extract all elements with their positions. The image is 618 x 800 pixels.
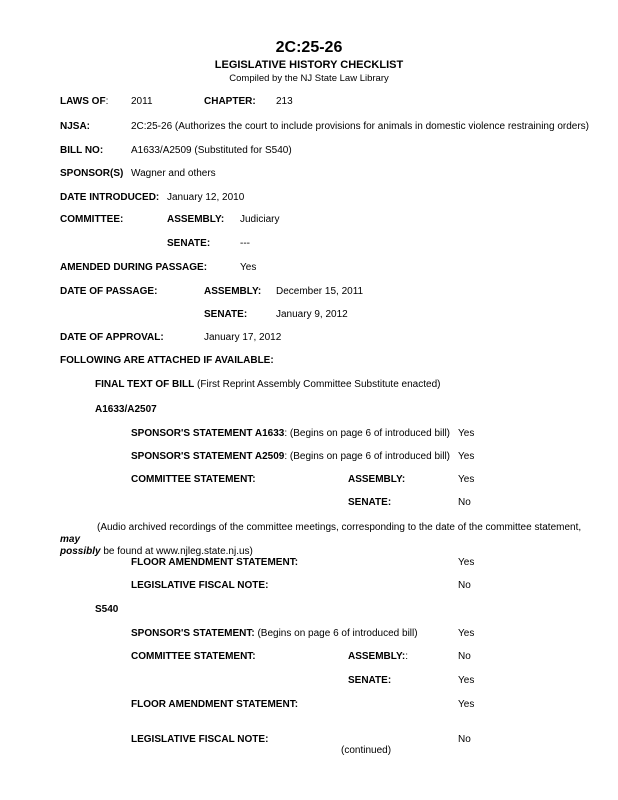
continued-note: (continued) [341, 745, 392, 756]
a-floor-amendment-label: FLOOR AMENDMENT STATEMENT: [131, 557, 299, 568]
date-introduced-value: January 12, 2010 [167, 192, 245, 203]
approval-label: DATE OF APPROVAL: [60, 332, 164, 343]
attached-heading: FOLLOWING ARE ATTACHED IF AVAILABLE: [60, 355, 274, 366]
s-committee-senate-label: SENATE: [348, 675, 392, 686]
a-fiscal-note-value: No [458, 580, 471, 591]
a-committee-assembly-label: ASSEMBLY: [348, 474, 406, 485]
final-text-label: FINAL TEXT OF BILL [95, 379, 195, 390]
s-fiscal-note-label: LEGISLATIVE FISCAL NOTE: [131, 734, 269, 745]
sponsors-value: Wagner and others [131, 168, 216, 179]
a-sponsor-statement-2: SPONSOR'S STATEMENT A2509: (Begins on page 6 of introduced bill) [131, 451, 451, 462]
passage-assembly-label: ASSEMBLY: [204, 286, 262, 297]
date-introduced-label: DATE INTRODUCED: [60, 192, 160, 203]
s-section-heading: S540 [95, 604, 119, 615]
a-committee-senate-label: SENATE: [348, 497, 392, 508]
page-subtitle: LEGISLATIVE HISTORY CHECKLIST [214, 59, 404, 71]
a-committee-assembly-value: Yes [458, 474, 475, 485]
njsa-label: NJSA: [60, 121, 91, 132]
final-text-value: (First Reprint Assembly Committee Substitute enacted) [194, 379, 441, 390]
s-sponsor-statement-value: Yes [458, 628, 475, 639]
s-committee-assembly-value: No [458, 651, 471, 662]
a-floor-amendment-value: Yes [458, 557, 475, 568]
s-floor-amendment-value: Yes [458, 699, 475, 710]
a-fiscal-note-label: LEGISLATIVE FISCAL NOTE: [131, 580, 269, 591]
committee-assembly-label: ASSEMBLY: [167, 214, 225, 225]
a-committee-statement-label: COMMITTEE STATEMENT: [131, 474, 256, 485]
page-title: 2C:25-26 [275, 39, 343, 56]
s-fiscal-note-value: No [458, 734, 471, 745]
audio-archive-note: (Audio archived recordings of the committee meetings, corresponding to the date of the committee statement, may possibly be found at www.njleg.state.nj.us) [60, 522, 582, 557]
a-sponsor-statement-1-value: Yes [458, 428, 475, 439]
committee-senate-value: --- [240, 238, 250, 249]
s-committee-senate-value: Yes [458, 675, 475, 686]
passage-assembly-value: December 15, 2011 [276, 286, 364, 297]
a-committee-senate-value: No [458, 497, 471, 508]
final-text-line [95, 379, 440, 391]
committee-assembly-value: Judiciary [240, 214, 280, 225]
bill-no-label: BILL NO: [60, 145, 104, 156]
chapter-label: CHAPTER: [204, 96, 256, 107]
passage-senate-value: January 9, 2012 [276, 309, 348, 320]
sponsors-label: SPONSOR(S) [60, 168, 124, 179]
compiled-by: Compiled by the NJ State Law Library [229, 73, 389, 84]
njsa-value: 2C:25-26 (Authorizes the court to include provisions for animals in domestic violence restraining orders) [131, 121, 589, 132]
laws-of-value: 2011 [131, 96, 153, 107]
s-committee-statement-label: COMMITTEE STATEMENT: [131, 651, 256, 662]
a-section-heading: A1633/A2507 [95, 404, 157, 415]
a-sponsor-statement-1: SPONSOR'S STATEMENT A1633: (Begins on page 6 of introduced bill) [131, 428, 451, 439]
amended-label: AMENDED DURING PASSAGE: [60, 262, 208, 273]
s-sponsor-statement: SPONSOR'S STATEMENT: (Begins on page 6 of introduced bill) [131, 628, 418, 639]
committee-senate-label: SENATE: [167, 238, 211, 249]
approval-value: January 17, 2012 [204, 332, 282, 343]
bill-no-value: A1633/A2509 (Substituted for S540) [131, 145, 292, 156]
amended-value: Yes [240, 262, 257, 273]
s-committee-assembly-label: ASSEMBLY:: [348, 651, 409, 662]
a-sponsor-statement-2-value: Yes [458, 451, 475, 462]
passage-senate-label: SENATE: [204, 309, 248, 320]
laws-of-label: LAWS OF: [60, 96, 109, 107]
passage-label: DATE OF PASSAGE: [60, 286, 158, 297]
committee-label: COMMITTEE: [60, 214, 124, 225]
chapter-value: 213 [276, 96, 293, 107]
s-floor-amendment-label: FLOOR AMENDMENT STATEMENT: [131, 699, 299, 710]
